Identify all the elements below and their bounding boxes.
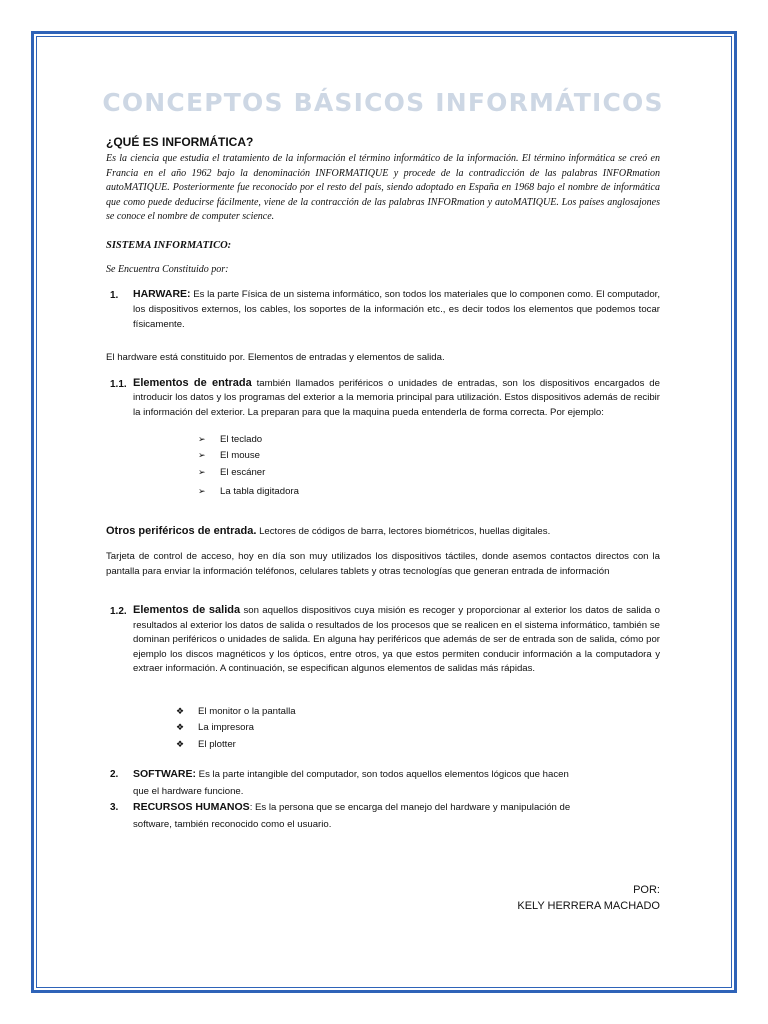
output-elements-text: son aquellos dispositivos cuya misión es recoger y proporcionar al exterior los datos de salida o resultados al exterior los datos de salida o resultados de los procesos que se realicen en el sistema informático, también se dominan periféricos o unidades de salida. En alguna hay periféricos que además de ser de entrada son de salida, cómo por ejemplo los discos magnéticos y los ópticos, entre otros, ya que estos permiten conducir información a la computadora y extraer información. A continuación, se especifican algunos elementos de salidas más rápidas. [133,605,660,674]
four-diamond-bullet-icon: ❖ [176,722,185,733]
list-item: ❖ El monitor o la pantalla [176,706,296,717]
human-resources-paragraph [133,799,578,833]
author-name: KELY HERRERA MACHADO [517,900,660,912]
four-diamond-bullet-icon: ❖ [176,738,185,749]
input-elements-paragraph [133,376,660,420]
other-inputs-paragraph [106,524,550,539]
list-item: ➢ El escáner [198,466,266,478]
input-elements-label: Elementos de entrada [133,377,252,389]
input-examples-list [198,434,299,502]
other-inputs-label: Otros periféricos de entrada. [106,525,257,537]
hardware-text: Es la parte Física de un sistema informático, son todos los materiales que lo componen como. El computador, los dispositivos externos, los cables, los soportes de la información etc., es decir todos los elementos que podemos tocar físicamente. [133,289,660,330]
output-elements-label: Elementos de salida [133,604,241,616]
arrowhead-bullet-icon: ➢ [198,485,206,496]
hardware-note: El hardware está constituido por. Elementos de entradas y elementos de salida. [106,352,445,363]
item-number: 2. [110,769,119,780]
arrowhead-bullet-icon: ➢ [198,466,206,477]
four-diamond-bullet-icon: ❖ [176,706,185,716]
human-resources-label: RECURSOS HUMANOS [133,801,250,813]
item-number: 1.1. [110,379,127,390]
other-inputs-text: Lectores de códigos de barra, lectores biométricos, huellas digitales. [259,526,551,537]
system-subheading: Se Encuentra Constituido por: [106,264,229,275]
system-heading: SISTEMA INFORMATICO: [106,240,232,251]
page-title: CONCEPTOS BÁSICOS INFORMÁTICOS [102,88,664,117]
author-por: POR: [633,884,660,896]
list-item: ➢ El teclado [198,434,263,445]
arrowhead-bullet-icon: ➢ [198,450,206,461]
output-examples-list [176,706,296,755]
item-number: 1.2. [110,606,127,617]
hardware-label: HARWARE: [133,288,191,300]
software-paragraph [133,766,573,800]
input-elements-text: también llamados periféricos o unidades de entradas, son los dispositivos encargados de introducir los datos y los programas del exterior a la memoria principal para utilización. Estos dispositivos además de recibir la información del exterior. La preparan para que la maquina pueda entenderla de forma correcta. Por ejemplo: [133,378,660,418]
hardware-paragraph [133,287,660,332]
author-block [517,882,660,914]
list-item: ❖ La impresora [176,722,254,734]
item-number: 3. [110,802,119,813]
output-elements-paragraph [133,603,660,677]
arrowhead-bullet-icon: ➢ [198,434,206,444]
list-item: ➢ El mouse [198,450,260,462]
tarjeta-paragraph: Tarjeta de control de acceso, hoy en día son muy utilizados los dispositivos táctiles, donde asemos contactos directos con la pantalla para enviar la información teléfonos, celulares tablets y otras tecnologías que generan entrada de información [106,551,660,577]
human-resources-text: : Es la persona que se encarga del manejo del hardware y manipulación de software, también reconocido como el usuario. [133,802,571,830]
item-number: 1. [110,290,119,301]
question-heading: ¿QUÉ ES INFORMÁTICA? [106,135,254,149]
software-text: Es la parte intangible del computador, son todos aquellos elementos lógicos que hacen que el hardware funcione. [133,769,569,797]
intro-paragraph: Es la ciencia que estudia el tratamiento de la información el término informático de la información. El término informática se creó en Francia en el año 1962 bajo la denominación INFORMATIQUE y procede de la contradicción de las palabras INFORmation autoMATIQUE. Posteriormente fue reconocido por el resto del país, siendo adoptado en España en 1968 bajo el nombre de informática que como puede deducirse fácilmente, viene de la contracción de las palabras INFORmation y autoMATIQUE. Los países anglosajones se conoce el nombre de computer science. [106,153,660,223]
list-item: ➢ La tabla digitadora [198,485,299,497]
software-label: SOFTWARE: [133,768,196,780]
list-item: ❖ El plotter [176,738,236,750]
